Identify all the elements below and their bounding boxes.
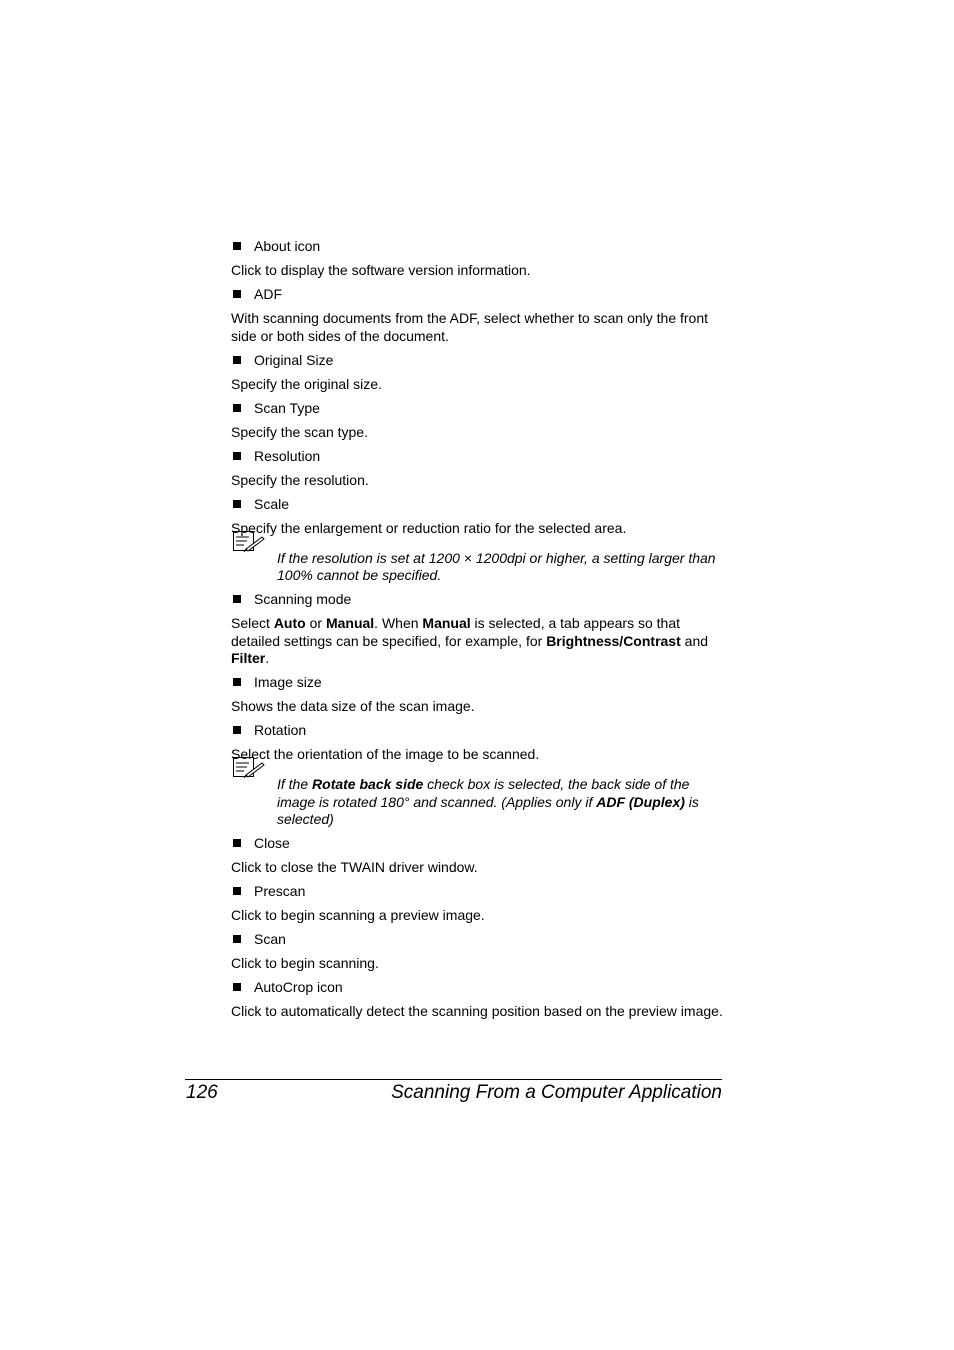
scale-note: If the resolution is set at 1200 × 1200dpi or higher, a setting larger than 100% cannot be specified. <box>231 544 723 585</box>
list-item: Scale <box>231 496 723 514</box>
list-item: Rotation <box>231 722 723 740</box>
bullet-icon <box>233 452 241 460</box>
list-item: Scan <box>231 931 723 949</box>
list-item: Original Size <box>231 352 723 370</box>
item-description: Click to automatically detect the scanning position based on the preview image. <box>231 1003 723 1019</box>
list-item: Resolution <box>231 448 723 466</box>
bullet-icon <box>233 839 241 847</box>
bullet-icon <box>233 290 241 298</box>
footer-divider <box>185 1079 722 1080</box>
list-item: AutoCrop icon <box>231 979 723 997</box>
bullet-icon <box>233 726 241 734</box>
item-description: Specify the scan type. <box>231 423 368 440</box>
bullet-icon <box>233 678 241 686</box>
bullet-icon <box>233 404 241 412</box>
bullet-icon <box>233 356 241 364</box>
item-description: Select the orientation of the image to be scanned. <box>231 746 540 762</box>
item-description: With scanning documents from the ADF, select whether to scan only the front side or both sides of the document. <box>231 310 709 344</box>
item-description: Click to begin scanning a preview image. <box>231 907 485 923</box>
note-pencil-icon <box>232 530 266 554</box>
list-item: Prescan <box>231 883 723 901</box>
list-item: Image size <box>231 674 723 692</box>
item-description: Shows the data size of the scan image. <box>231 698 475 714</box>
bullet-icon <box>233 935 241 943</box>
bullet-icon <box>233 242 241 250</box>
list-item: Close <box>231 835 723 853</box>
list-item: About icon <box>231 238 723 256</box>
item-description: Click to display the software version information. <box>231 262 531 278</box>
item-description: Click to close the TWAIN driver window. <box>231 859 478 875</box>
bullet-icon <box>233 983 241 991</box>
page-number: 126 <box>186 1082 218 1103</box>
item-description: Specify the resolution. <box>231 471 369 488</box>
bullet-icon <box>233 595 241 603</box>
item-description: Specify the original size. <box>231 375 382 392</box>
bullet-icon <box>233 500 241 508</box>
note-pencil-icon <box>232 756 266 780</box>
list-item: ADF <box>231 286 723 304</box>
item-description: Specify the enlargement or reduction ratio for the selected area. <box>231 519 627 536</box>
list-item: Scan Type <box>231 400 723 418</box>
rotation-note: If the Rotate back side check box is selected, the back side of the image is rotated 180° and scanned. (Applies only if ADF (Duplex) is selected) <box>231 770 723 829</box>
item-description: Click to begin scanning. <box>231 955 379 971</box>
chapter-title: Scanning From a Computer Application <box>391 1082 722 1103</box>
bullet-icon <box>233 887 241 895</box>
list-item: Scanning mode <box>231 591 723 609</box>
document-body <box>231 238 723 1027</box>
scanning-mode-description: Select Auto or Manual. When Manual is selected, a tab appears so that detailed settings can be specified, for example, for Brightness/Contrast and Filter. <box>231 615 709 666</box>
